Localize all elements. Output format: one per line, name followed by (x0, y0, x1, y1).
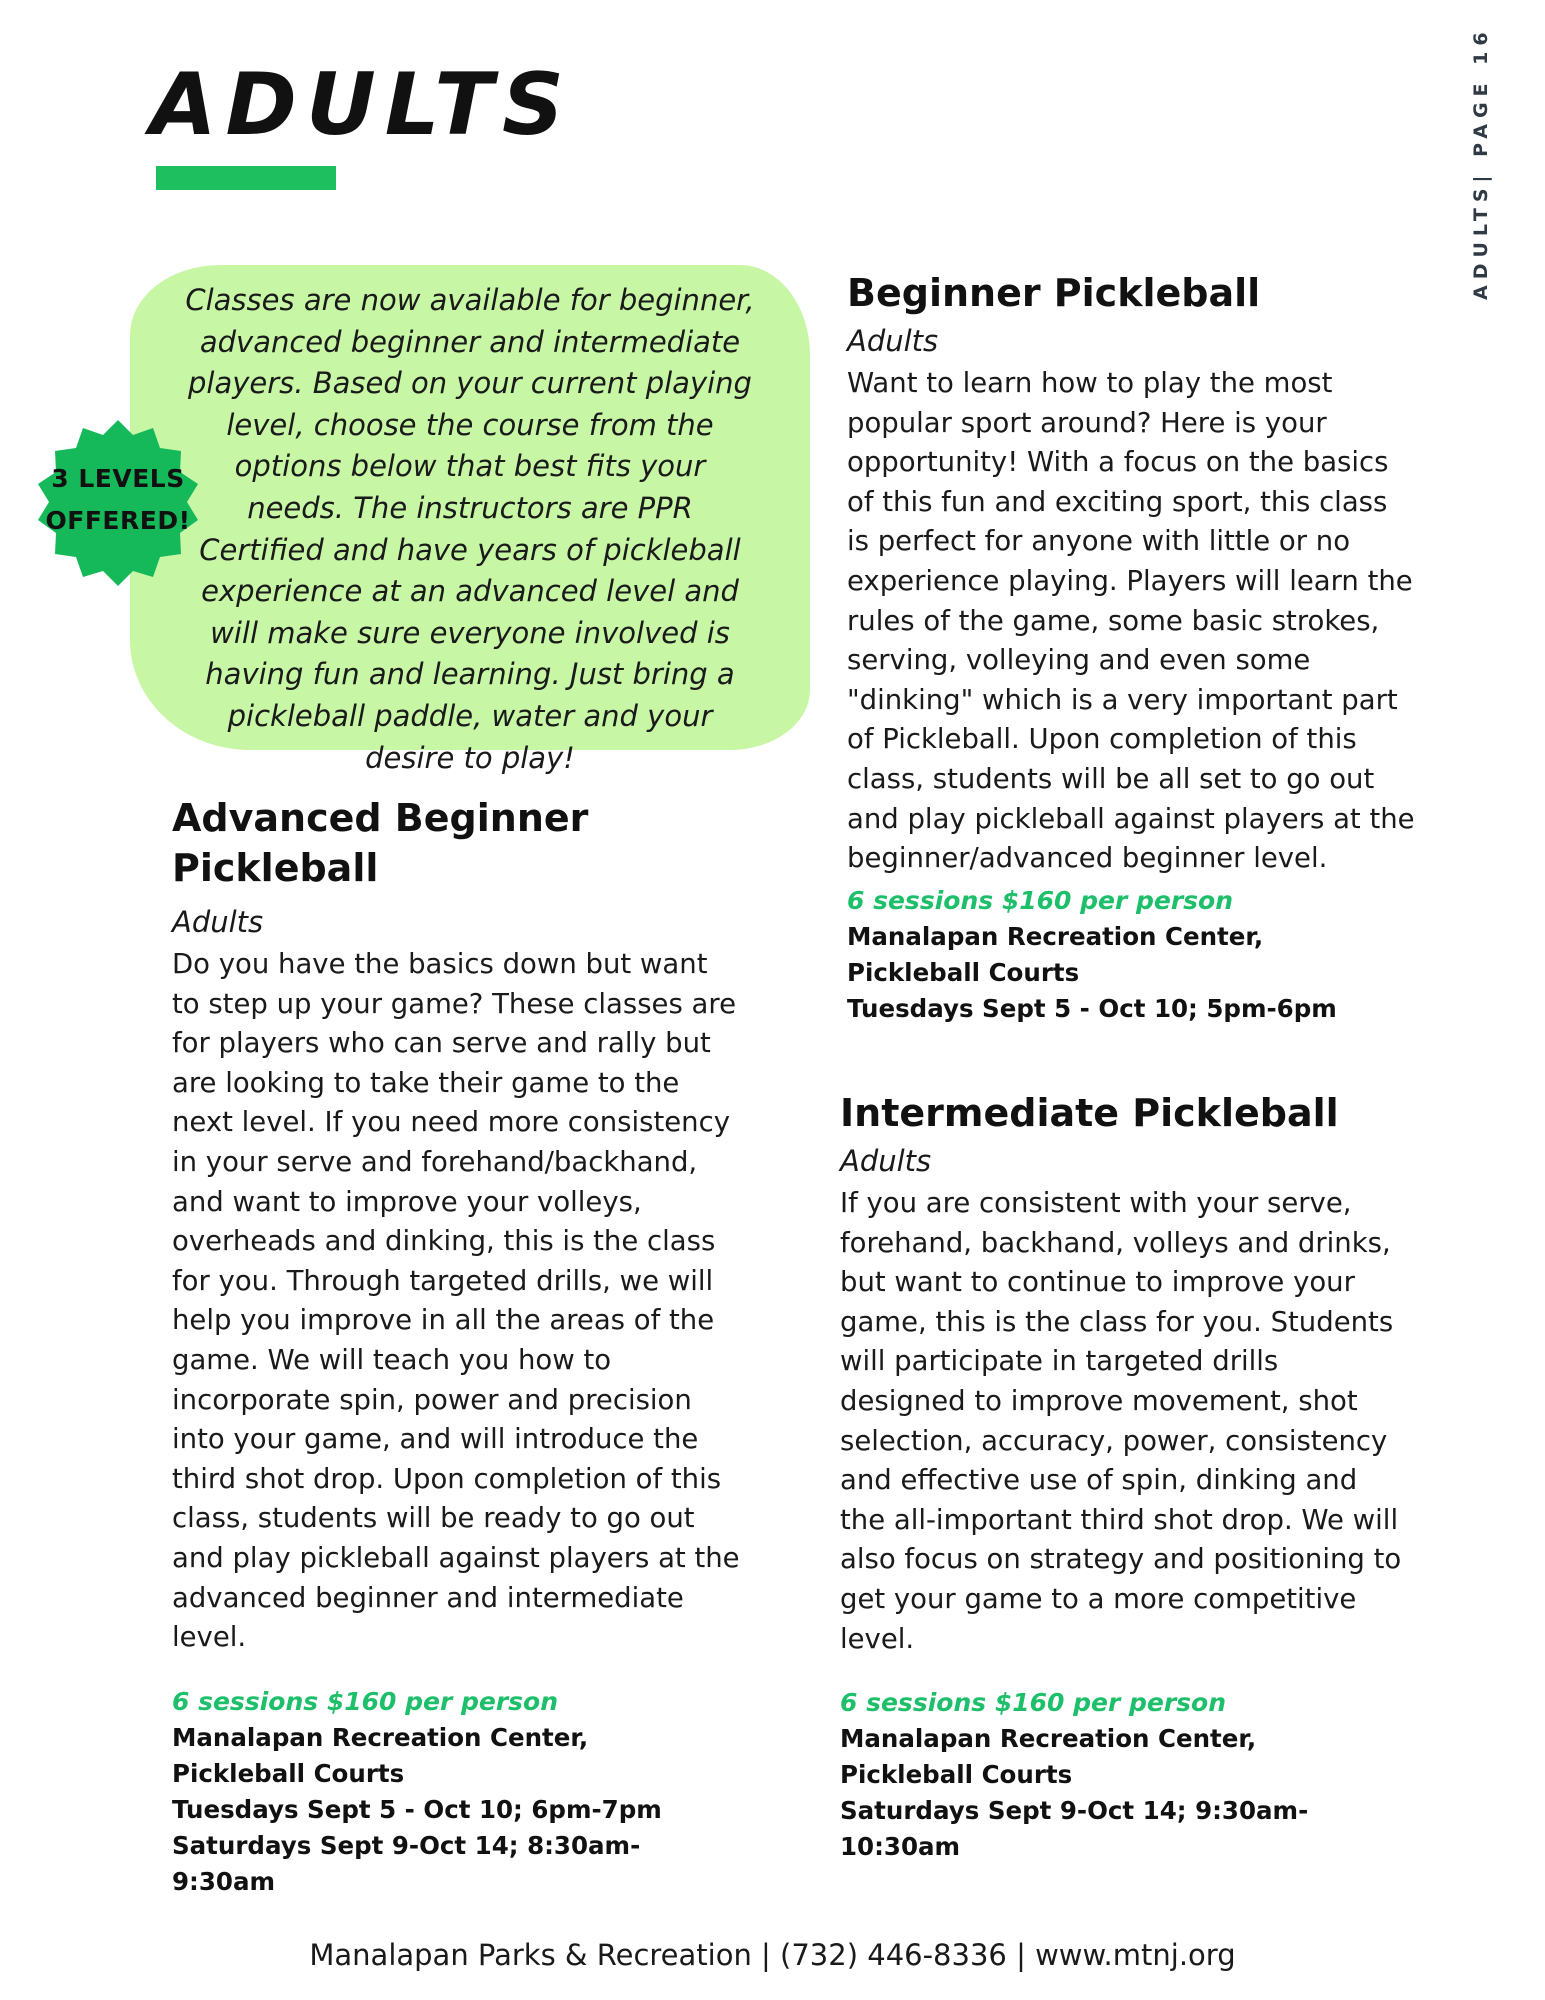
badge-label-line1: 3 LEVELS (51, 464, 185, 493)
beginner-title: Beginner Pickleball (847, 271, 1261, 315)
beginner-schedule: Tuesdays Sept 5 - Oct 10; 5pm-6pm (847, 993, 1337, 1023)
page-title: ADULTS (150, 55, 573, 155)
footer-contact: Manalapan Parks & Recreation | (732) 446-8336 | www.mtnj.org (309, 1938, 1236, 1972)
intermediate-location-line1: Manalapan Recreation Center, (840, 1724, 1257, 1754)
beginner-price: 6 sessions $160 per person (847, 885, 1234, 915)
beginner-section (847, 268, 1417, 1027)
advanced-beginner-title: Advanced Beginner Pickleball (172, 796, 589, 890)
advanced-beginner-schedule-saturday: Saturdays Sept 9-Oct 14; 8:30am-9:30am (172, 1830, 641, 1896)
intermediate-price: 6 sessions $160 per person (840, 1688, 1227, 1718)
badge-label (32, 458, 204, 542)
badge-label-line2: OFFERED! (45, 506, 191, 535)
levels-offered-badge (32, 418, 204, 590)
title-underline-bar (156, 166, 336, 190)
advanced-beginner-section (172, 793, 742, 1900)
advanced-beginner-location-line1: Manalapan Recreation Center, (172, 1722, 589, 1752)
intro-callout-text: Classes are now available for beginner, advanced beginner and intermediate players. Based on your current playing level, choose the course from the options below that best fits your needs. The instructors are PPR Certified and have years of pickleball experience at an advanced level and will make sure everyone involved is having fun and learning. Just bring a pickleball paddle, water and your desire to play! (185, 283, 755, 775)
advanced-beginner-audience: Adults (172, 905, 264, 939)
intermediate-title: Intermediate Pickleball (840, 1091, 1339, 1135)
advanced-beginner-description: Do you have the basics down but want to step up your game? These classes are for players who can serve and rally but are looking to take their game to the next level. If you need more consistency in your serve and forehand/backhand, and want to improve your volleys, overheads and dinking, this is the class for you. Through targeted drills, we will help you improve in all the areas of the game. We will teach you how to incorporate spin, power and precision into your game, and will introduce the third shot drop. Upon completion of this class, students will be ready to go out and play pickleball against players at the advanced beginner and intermediate level. (172, 948, 740, 1654)
advanced-beginner-price: 6 sessions $160 per person (172, 1686, 559, 1716)
beginner-location-line1: Manalapan Recreation Center, (847, 921, 1264, 951)
advanced-beginner-schedule-tuesday: Tuesdays Sept 5 - Oct 10; 6pm-7pm (172, 1794, 662, 1824)
beginner-location-line2: Pickleball Courts (847, 957, 1080, 987)
beginner-description: Want to learn how to play the most popular sport around? Here is your opportunity! With a focus on the basics of this fun and exciting sport, this class is perfect for anyone with little or no experience playing. Players will learn the rules of the game, some basic strokes, serving, volleying and even some "dinking" which is a very important part of Pickleball. Upon completion of this class, students will be all set to go out and play pickleball against players at the beginner/advanced beginner level. (847, 367, 1415, 875)
intermediate-location-line2: Pickleball Courts (840, 1760, 1073, 1790)
side-page-tab: ADULTS| PAGE 16 (1470, 26, 1492, 300)
intermediate-audience: Adults (840, 1144, 932, 1178)
advanced-beginner-location-line2: Pickleball Courts (172, 1758, 405, 1788)
intermediate-description: If you are consistent with your serve, forehand, backhand, volleys and drinks, but want to continue to improve your game, this is the class for you. Students will participate in targeted drills designed to improve movement, shot selection, accuracy, power, consistency and effective use of spin, dinking and the all-important third shot drop. We will also focus on strategy and positioning to get your game to a more competitive level. (840, 1187, 1402, 1655)
intermediate-schedule: Saturdays Sept 9-Oct 14; 9:30am-10:30am (840, 1796, 1309, 1862)
beginner-audience: Adults (847, 324, 939, 358)
intermediate-section (840, 1088, 1410, 1865)
